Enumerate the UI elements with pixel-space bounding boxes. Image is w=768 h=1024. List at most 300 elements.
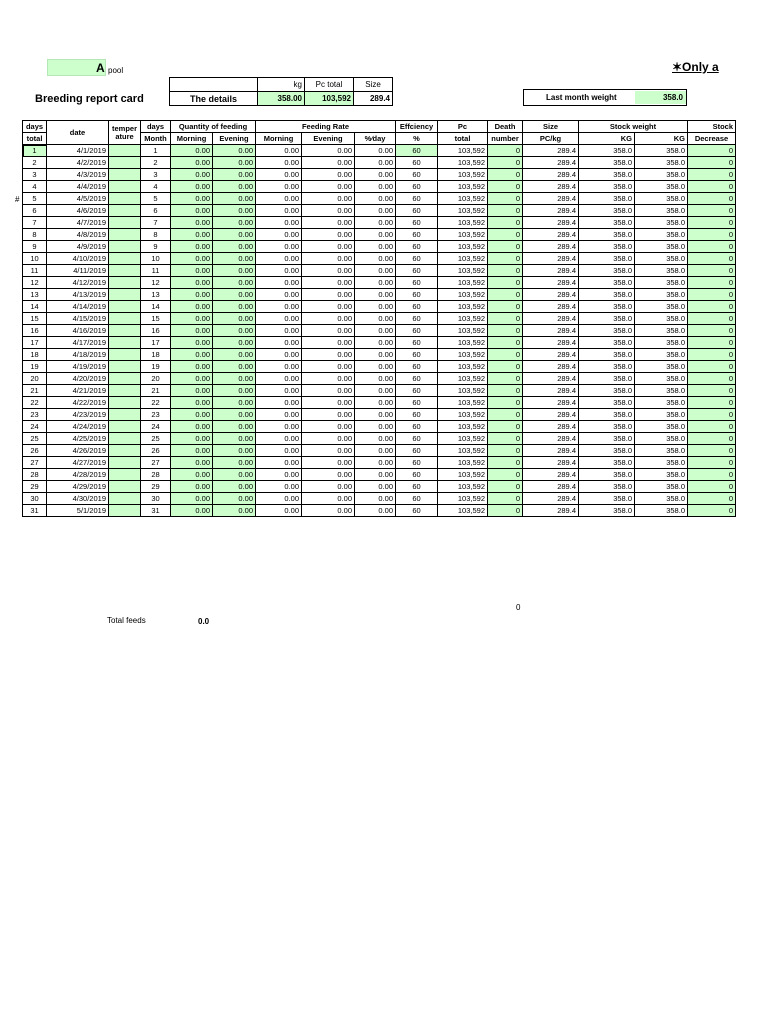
cell-stock-decrease[interactable]: 0 <box>688 469 736 481</box>
cell-stock-decrease[interactable]: 0 <box>688 169 736 181</box>
cell-qty-morning[interactable]: 0.00 <box>171 265 213 277</box>
cell-qty-evening[interactable]: 0.00 <box>213 217 256 229</box>
cell-temperature[interactable] <box>109 433 141 445</box>
cell-stock-decrease[interactable]: 0 <box>688 409 736 421</box>
cell-qty-morning[interactable]: 0.00 <box>171 181 213 193</box>
cell-efficiency: 60 <box>396 265 438 277</box>
cell-efficiency: 60 <box>396 433 438 445</box>
cell-stock-kg-1: 358.0 <box>579 337 635 349</box>
cell-rate-evening: 0.00 <box>302 445 355 457</box>
cell-date: 4/17/2019 <box>47 337 109 349</box>
cell-qty-evening[interactable]: 0.00 <box>213 169 256 181</box>
cell-qty-morning[interactable]: 0.00 <box>171 289 213 301</box>
cell-rate-morning: 0.00 <box>256 397 302 409</box>
cell-days-month: 18 <box>141 349 171 361</box>
cell-stock-kg-2: 358.0 <box>635 493 688 505</box>
cell-pc-total: 103,592 <box>438 181 488 193</box>
table-row <box>23 505 736 517</box>
cell-rate-pct-day: 0.00 <box>355 433 396 445</box>
cell-temperature[interactable] <box>109 325 141 337</box>
cell-qty-morning[interactable]: 0.00 <box>171 217 213 229</box>
cell-stock-kg-2: 358.0 <box>635 361 688 373</box>
cell-temperature[interactable] <box>109 193 141 205</box>
header-pc-total: total <box>438 133 488 145</box>
cell-temperature[interactable] <box>109 373 141 385</box>
cell-rate-evening: 0.00 <box>302 157 355 169</box>
cell-date: 4/30/2019 <box>47 493 109 505</box>
header-days-month-2: Month <box>141 133 171 145</box>
cell-size: 289.4 <box>523 301 579 313</box>
cell-death-number[interactable]: 0 <box>488 349 523 361</box>
cell-rate-pct-day: 0.00 <box>355 337 396 349</box>
cell-qty-evening[interactable]: 0.00 <box>213 205 256 217</box>
cell-size: 289.4 <box>523 217 579 229</box>
cell-qty-morning[interactable]: 0.00 <box>171 205 213 217</box>
cell-qty-morning[interactable]: 0.00 <box>171 505 213 517</box>
cell-rate-pct-day: 0.00 <box>355 421 396 433</box>
cell-stock-kg-2: 358.0 <box>635 325 688 337</box>
cell-death-number[interactable]: 0 <box>488 181 523 193</box>
cell-stock-decrease[interactable]: 0 <box>688 241 736 253</box>
cell-death-number[interactable]: 0 <box>488 385 523 397</box>
cell-pc-total: 103,592 <box>438 205 488 217</box>
cell-stock-kg-2: 358.0 <box>635 337 688 349</box>
table-row <box>23 493 736 505</box>
cell-rate-evening: 0.00 <box>302 169 355 181</box>
cell-date: 4/12/2019 <box>47 277 109 289</box>
cell-stock-decrease[interactable]: 0 <box>688 289 736 301</box>
cell-temperature[interactable] <box>109 313 141 325</box>
cell-qty-evening[interactable]: 0.00 <box>213 301 256 313</box>
cell-temperature[interactable] <box>109 145 141 157</box>
cell-qty-morning[interactable]: 0.00 <box>171 157 213 169</box>
last-month-weight-input[interactable]: 358.0 <box>635 91 686 104</box>
cell-temperature[interactable] <box>109 505 141 517</box>
cell-stock-decrease[interactable]: 0 <box>688 349 736 361</box>
cell-qty-evening[interactable]: 0.00 <box>213 493 256 505</box>
cell-stock-decrease[interactable]: 0 <box>688 205 736 217</box>
cell-stock-kg-1: 358.0 <box>579 361 635 373</box>
cell-temperature[interactable] <box>109 397 141 409</box>
cell-pc-total: 103,592 <box>438 241 488 253</box>
cell-pc-total: 103,592 <box>438 145 488 157</box>
cell-pc-total: 103,592 <box>438 433 488 445</box>
cell-date: 4/16/2019 <box>47 325 109 337</box>
cell-qty-morning[interactable]: 0.00 <box>171 337 213 349</box>
cell-death-number[interactable]: 0 <box>488 325 523 337</box>
cell-qty-evening[interactable]: 0.00 <box>213 373 256 385</box>
cell-rate-pct-day: 0.00 <box>355 181 396 193</box>
cell-qty-morning[interactable]: 0.00 <box>171 397 213 409</box>
cell-temperature[interactable] <box>109 385 141 397</box>
cell-stock-decrease[interactable]: 0 <box>688 493 736 505</box>
cell-death-number[interactable]: 0 <box>488 373 523 385</box>
cell-qty-morning[interactable]: 0.00 <box>171 169 213 181</box>
cell-temperature[interactable] <box>109 205 141 217</box>
cell-qty-evening[interactable]: 0.00 <box>213 505 256 517</box>
cell-qty-evening[interactable]: 0.00 <box>213 445 256 457</box>
cell-qty-evening[interactable]: 0.00 <box>213 337 256 349</box>
cell-size: 289.4 <box>523 325 579 337</box>
cell-stock-decrease[interactable]: 0 <box>688 313 736 325</box>
header-efficiency: Effciency <box>396 121 438 133</box>
cell-days-month: 7 <box>141 217 171 229</box>
cell-efficiency: 60 <box>396 409 438 421</box>
cell-pc-total: 103,592 <box>438 217 488 229</box>
cell-qty-evening[interactable]: 0.00 <box>213 397 256 409</box>
cell-qty-morning[interactable]: 0.00 <box>171 433 213 445</box>
cell-size: 289.4 <box>523 241 579 253</box>
cell-stock-decrease[interactable]: 0 <box>688 433 736 445</box>
cell-qty-morning[interactable]: 0.00 <box>171 145 213 157</box>
feeding-table <box>22 120 736 517</box>
table-row <box>23 205 736 217</box>
cell-stock-decrease[interactable]: 0 <box>688 397 736 409</box>
cell-stock-kg-2: 358.0 <box>635 289 688 301</box>
cell-temperature[interactable] <box>109 421 141 433</box>
cell-stock-decrease[interactable]: 0 <box>688 385 736 397</box>
cell-qty-evening[interactable]: 0.00 <box>213 481 256 493</box>
table-row <box>23 445 736 457</box>
cell-days-month: 9 <box>141 241 171 253</box>
cell-days-month: 29 <box>141 481 171 493</box>
cell-qty-morning[interactable]: 0.00 <box>171 313 213 325</box>
cell-days-total: 18 <box>23 349 47 361</box>
cell-temperature[interactable] <box>109 469 141 481</box>
header-qty-evening: Evening <box>213 133 256 145</box>
cell-death-number[interactable]: 0 <box>488 301 523 313</box>
cell-stock-kg-2: 358.0 <box>635 229 688 241</box>
cell-rate-pct-day: 0.00 <box>355 493 396 505</box>
cell-rate-evening: 0.00 <box>302 481 355 493</box>
cell-qty-morning[interactable]: 0.00 <box>171 325 213 337</box>
table-row <box>23 337 736 349</box>
cell-qty-evening[interactable]: 0.00 <box>213 349 256 361</box>
cell-stock-kg-1: 358.0 <box>579 145 635 157</box>
cell-temperature[interactable] <box>109 217 141 229</box>
cell-temperature[interactable] <box>109 169 141 181</box>
cell-stock-decrease[interactable]: 0 <box>688 457 736 469</box>
cell-days-total: 16 <box>23 325 47 337</box>
summary-table <box>169 77 393 106</box>
table-row <box>23 373 736 385</box>
cell-stock-decrease[interactable]: 0 <box>688 421 736 433</box>
cell-qty-evening[interactable]: 0.00 <box>213 469 256 481</box>
cell-rate-evening: 0.00 <box>302 433 355 445</box>
cell-qty-morning[interactable]: 0.00 <box>171 193 213 205</box>
cell-rate-evening: 0.00 <box>302 457 355 469</box>
cell-qty-morning[interactable]: 0.00 <box>171 241 213 253</box>
cell-days-month: 5 <box>141 193 171 205</box>
table-row <box>23 193 736 205</box>
cell-death-number[interactable]: 0 <box>488 145 523 157</box>
cell-stock-kg-1: 358.0 <box>579 313 635 325</box>
cell-qty-evening[interactable]: 0.00 <box>213 433 256 445</box>
table-row <box>23 469 736 481</box>
cell-qty-morning[interactable]: 0.00 <box>171 277 213 289</box>
table-row <box>23 265 736 277</box>
cell-days-month: 12 <box>141 277 171 289</box>
cell-rate-pct-day: 0.00 <box>355 325 396 337</box>
cell-days-total: 10 <box>23 253 47 265</box>
cell-stock-kg-1: 358.0 <box>579 409 635 421</box>
table-row <box>23 421 736 433</box>
report-title: Breeding report card <box>35 93 144 105</box>
cell-stock-kg-2: 358.0 <box>635 469 688 481</box>
cell-qty-evening[interactable]: 0.00 <box>213 385 256 397</box>
cell-qty-morning[interactable]: 0.00 <box>171 229 213 241</box>
cell-pc-total: 103,592 <box>438 325 488 337</box>
cell-days-month: 31 <box>141 505 171 517</box>
cell-qty-evening[interactable]: 0.00 <box>213 241 256 253</box>
cell-days-total: 13 <box>23 289 47 301</box>
cell-death-number[interactable]: 0 <box>488 361 523 373</box>
cell-days-month: 27 <box>141 457 171 469</box>
cell-temperature[interactable] <box>109 361 141 373</box>
cell-pc-total: 103,592 <box>438 493 488 505</box>
cell-stock-decrease[interactable]: 0 <box>688 217 736 229</box>
cell-qty-evening[interactable]: 0.00 <box>213 265 256 277</box>
cell-qty-evening[interactable]: 0.00 <box>213 229 256 241</box>
cell-stock-kg-2: 358.0 <box>635 217 688 229</box>
cell-rate-evening: 0.00 <box>302 373 355 385</box>
cell-rate-pct-day: 0.00 <box>355 457 396 469</box>
cell-stock-kg-1: 358.0 <box>579 301 635 313</box>
cell-temperature[interactable] <box>109 493 141 505</box>
cell-rate-evening: 0.00 <box>302 229 355 241</box>
cell-death-number[interactable]: 0 <box>488 337 523 349</box>
cell-efficiency: 60 <box>396 385 438 397</box>
cell-qty-evening[interactable]: 0.00 <box>213 313 256 325</box>
cell-stock-decrease[interactable]: 0 <box>688 505 736 517</box>
cell-date: 4/13/2019 <box>47 289 109 301</box>
pool-letter: A <box>96 61 105 75</box>
death-summary-value: 0 <box>516 603 521 612</box>
cell-rate-morning: 0.00 <box>256 385 302 397</box>
last-month-weight-label: Last month weight <box>546 93 617 102</box>
cell-qty-morning[interactable]: 0.00 <box>171 349 213 361</box>
header-eff-pct: % <box>396 133 438 145</box>
cell-stock-kg-1: 358.0 <box>579 493 635 505</box>
cell-stock-decrease[interactable]: 0 <box>688 325 736 337</box>
cell-rate-evening: 0.00 <box>302 241 355 253</box>
cell-date: 4/11/2019 <box>47 265 109 277</box>
cell-days-month: 13 <box>141 289 171 301</box>
cell-death-number[interactable]: 0 <box>488 205 523 217</box>
cell-temperature[interactable] <box>109 229 141 241</box>
cell-stock-decrease[interactable]: 0 <box>688 265 736 277</box>
cell-stock-kg-2: 358.0 <box>635 181 688 193</box>
header-qty-morning: Morning <box>171 133 213 145</box>
cell-size: 289.4 <box>523 337 579 349</box>
cell-stock-kg-1: 358.0 <box>579 169 635 181</box>
cell-death-number[interactable]: 0 <box>488 313 523 325</box>
cell-qty-morning[interactable]: 0.00 <box>171 469 213 481</box>
cell-qty-morning[interactable]: 0.00 <box>171 253 213 265</box>
cell-size: 289.4 <box>523 181 579 193</box>
cell-rate-evening: 0.00 <box>302 349 355 361</box>
cell-stock-decrease[interactable]: 0 <box>688 193 736 205</box>
cell-temperature[interactable] <box>109 289 141 301</box>
cell-date: 4/18/2019 <box>47 349 109 361</box>
cell-stock-decrease[interactable]: 0 <box>688 445 736 457</box>
cell-size: 289.4 <box>523 373 579 385</box>
header-rate-evening: Evening <box>302 133 355 145</box>
cell-qty-evening[interactable]: 0.00 <box>213 409 256 421</box>
cell-death-number[interactable]: 0 <box>488 445 523 457</box>
cell-qty-evening[interactable]: 0.00 <box>213 289 256 301</box>
cell-temperature[interactable] <box>109 277 141 289</box>
cell-size: 289.4 <box>523 277 579 289</box>
cell-rate-morning: 0.00 <box>256 469 302 481</box>
table-row <box>23 241 736 253</box>
cell-stock-decrease[interactable]: 0 <box>688 481 736 493</box>
cell-death-number[interactable]: 0 <box>488 217 523 229</box>
table-row <box>23 181 736 193</box>
cell-pc-total: 103,592 <box>438 265 488 277</box>
cell-death-number[interactable]: 0 <box>488 241 523 253</box>
cell-temperature[interactable] <box>109 241 141 253</box>
cell-death-number[interactable]: 0 <box>488 277 523 289</box>
cell-stock-decrease[interactable]: 0 <box>688 253 736 265</box>
cell-date: 4/2/2019 <box>47 157 109 169</box>
cell-death-number[interactable]: 0 <box>488 481 523 493</box>
cell-stock-decrease[interactable]: 0 <box>688 277 736 289</box>
cell-death-number[interactable]: 0 <box>488 433 523 445</box>
cell-stock-decrease[interactable]: 0 <box>688 157 736 169</box>
cell-efficiency: 60 <box>396 241 438 253</box>
cell-size: 289.4 <box>523 157 579 169</box>
cell-qty-evening[interactable]: 0.00 <box>213 361 256 373</box>
cell-rate-morning: 0.00 <box>256 241 302 253</box>
cell-qty-morning[interactable]: 0.00 <box>171 361 213 373</box>
cell-qty-evening[interactable]: 0.00 <box>213 457 256 469</box>
cell-death-number[interactable]: 0 <box>488 157 523 169</box>
cell-days-month: 6 <box>141 205 171 217</box>
cell-stock-kg-2: 358.0 <box>635 193 688 205</box>
cell-temperature[interactable] <box>109 409 141 421</box>
cell-efficiency: 60 <box>396 145 438 157</box>
cell-death-number[interactable]: 0 <box>488 493 523 505</box>
cell-rate-evening: 0.00 <box>302 421 355 433</box>
cell-efficiency: 60 <box>396 277 438 289</box>
table-row <box>23 313 736 325</box>
cell-qty-morning[interactable]: 0.00 <box>171 493 213 505</box>
cell-death-number[interactable]: 0 <box>488 193 523 205</box>
cell-temperature[interactable] <box>109 301 141 313</box>
cell-days-month: 24 <box>141 421 171 433</box>
cell-days-month: 30 <box>141 493 171 505</box>
header-feeding-rate: Feeding Rate <box>256 121 396 133</box>
cell-pc-total: 103,592 <box>438 481 488 493</box>
header-date: date <box>47 121 109 145</box>
cell-death-number[interactable]: 0 <box>488 505 523 517</box>
header-stock-kg-1: KG <box>579 133 635 145</box>
cell-stock-decrease[interactable]: 0 <box>688 361 736 373</box>
cell-temperature[interactable] <box>109 445 141 457</box>
cell-date: 4/9/2019 <box>47 241 109 253</box>
cell-days-total: 24 <box>23 421 47 433</box>
cell-efficiency: 60 <box>396 373 438 385</box>
cell-pc-total: 103,592 <box>438 421 488 433</box>
cell-stock-decrease[interactable]: 0 <box>688 301 736 313</box>
header-pc: Pc <box>438 121 488 133</box>
cell-date: 4/7/2019 <box>47 217 109 229</box>
cell-rate-evening: 0.00 <box>302 409 355 421</box>
cell-qty-evening[interactable]: 0.00 <box>213 193 256 205</box>
cell-stock-decrease[interactable]: 0 <box>688 373 736 385</box>
cell-stock-decrease[interactable]: 0 <box>688 145 736 157</box>
cell-death-number[interactable]: 0 <box>488 469 523 481</box>
cell-death-number[interactable]: 0 <box>488 169 523 181</box>
header-size-pckg: PC/kg <box>523 133 579 145</box>
cell-temperature[interactable] <box>109 253 141 265</box>
cell-qty-morning[interactable]: 0.00 <box>171 445 213 457</box>
cell-death-number[interactable]: 0 <box>488 409 523 421</box>
cell-stock-decrease[interactable]: 0 <box>688 229 736 241</box>
cell-date: 4/28/2019 <box>47 469 109 481</box>
cell-pc-total: 103,592 <box>438 313 488 325</box>
cell-stock-kg-1: 358.0 <box>579 265 635 277</box>
cell-date: 4/26/2019 <box>47 445 109 457</box>
cell-temperature[interactable] <box>109 181 141 193</box>
cell-qty-morning[interactable]: 0.00 <box>171 409 213 421</box>
cell-pc-total: 103,592 <box>438 349 488 361</box>
cell-qty-morning[interactable]: 0.00 <box>171 421 213 433</box>
cell-death-number[interactable]: 0 <box>488 229 523 241</box>
cell-temperature[interactable] <box>109 481 141 493</box>
cell-temperature[interactable] <box>109 349 141 361</box>
cell-date: 4/10/2019 <box>47 253 109 265</box>
cell-death-number[interactable]: 0 <box>488 253 523 265</box>
cell-death-number[interactable]: 0 <box>488 457 523 469</box>
cell-qty-morning[interactable]: 0.00 <box>171 301 213 313</box>
cell-stock-decrease[interactable]: 0 <box>688 337 736 349</box>
cell-stock-kg-1: 358.0 <box>579 385 635 397</box>
cell-temperature[interactable] <box>109 265 141 277</box>
cell-qty-evening[interactable]: 0.00 <box>213 421 256 433</box>
cell-days-month: 21 <box>141 385 171 397</box>
cell-days-month: 16 <box>141 325 171 337</box>
cell-qty-evening[interactable]: 0.00 <box>213 181 256 193</box>
cell-qty-evening[interactable]: 0.00 <box>213 253 256 265</box>
cell-qty-morning[interactable]: 0.00 <box>171 481 213 493</box>
cell-death-number[interactable]: 0 <box>488 289 523 301</box>
cell-rate-pct-day: 0.00 <box>355 445 396 457</box>
cell-qty-morning[interactable]: 0.00 <box>171 457 213 469</box>
cell-death-number[interactable]: 0 <box>488 265 523 277</box>
cell-efficiency: 60 <box>396 337 438 349</box>
cell-date: 4/3/2019 <box>47 169 109 181</box>
cell-temperature[interactable] <box>109 337 141 349</box>
cell-stock-decrease[interactable]: 0 <box>688 181 736 193</box>
cell-days-total: 4 <box>23 181 47 193</box>
cell-qty-evening[interactable]: 0.00 <box>213 157 256 169</box>
cell-qty-morning[interactable]: 0.00 <box>171 373 213 385</box>
cell-qty-evening[interactable]: 0.00 <box>213 325 256 337</box>
cell-qty-evening[interactable]: 0.00 <box>213 277 256 289</box>
cell-qty-morning[interactable]: 0.00 <box>171 385 213 397</box>
cell-days-total: 21 <box>23 385 47 397</box>
cell-size: 289.4 <box>523 469 579 481</box>
cell-efficiency: 60 <box>396 493 438 505</box>
cell-death-number[interactable]: 0 <box>488 421 523 433</box>
cell-rate-morning: 0.00 <box>256 265 302 277</box>
cell-temperature[interactable] <box>109 457 141 469</box>
cell-temperature[interactable] <box>109 157 141 169</box>
cell-qty-evening[interactable]: 0.00 <box>213 145 256 157</box>
cell-death-number[interactable]: 0 <box>488 397 523 409</box>
